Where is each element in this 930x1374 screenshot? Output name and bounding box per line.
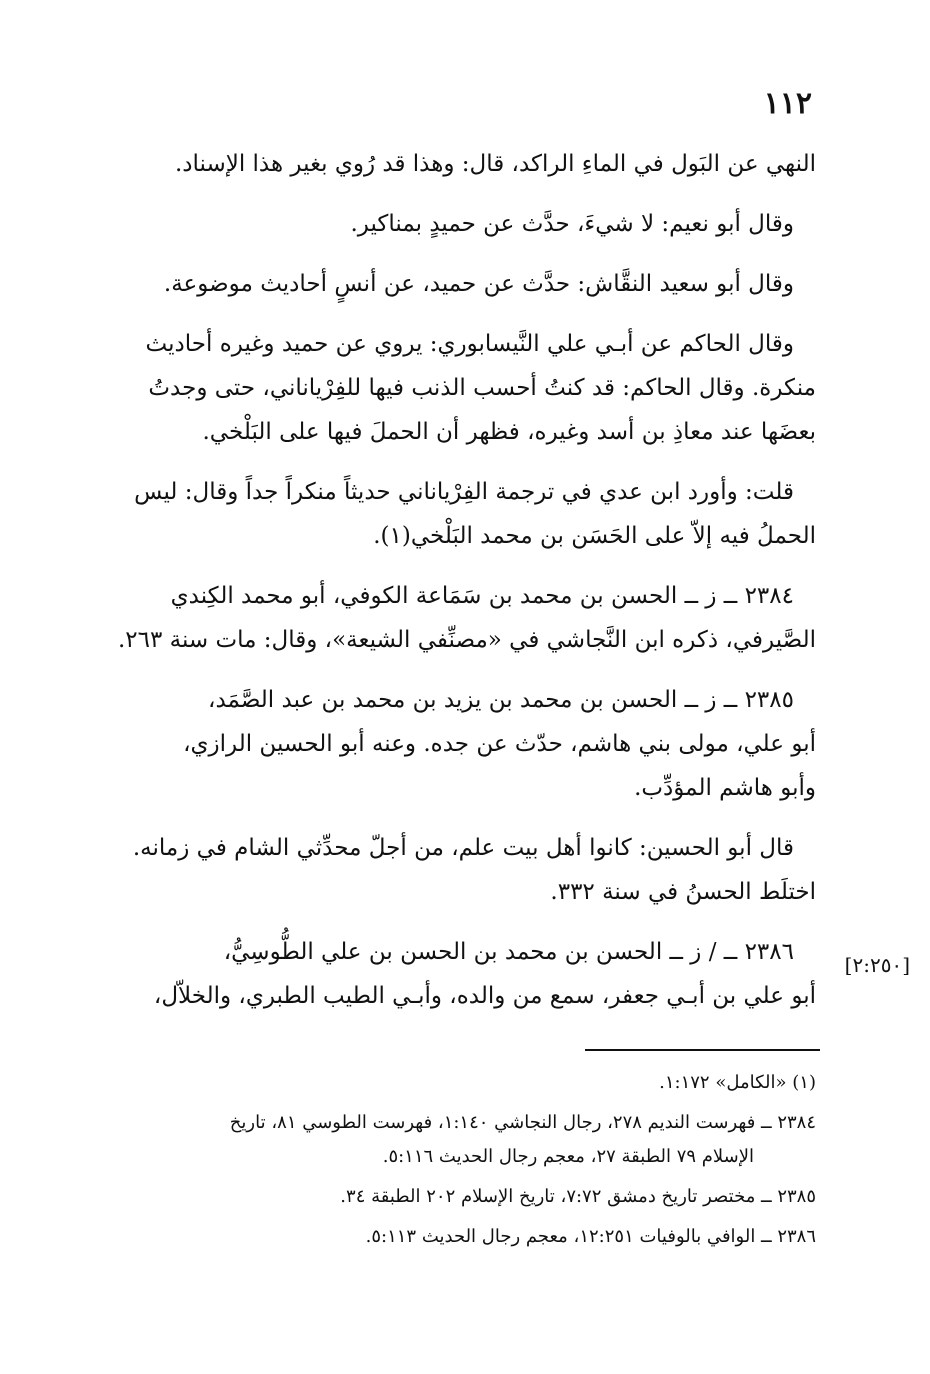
text-line: وقال أبو نعيم: لا شيءَ، حدَّث عن حميدٍ بمناكير. [350, 211, 794, 237]
paragraph-4 [86, 322, 816, 454]
footnote-line: الإسلام ٧٩ الطبقة ٢٧، معجم رجال الحديث ٥:١١٦. [382, 1146, 754, 1167]
text-line: اختلَط الحسنُ في سنة ٣٣٢. [550, 879, 816, 905]
paragraph-5 [86, 470, 816, 558]
text-line: منكرة. وقال الحاكم: قد كنتُ أحسب الذنب فيها للفِرْياناني، حتى وجدتُ [148, 375, 816, 401]
page-number: ١١٢ [763, 86, 812, 121]
entry-2385 [86, 678, 816, 810]
text-line: قلت: وأورد ابن عدي في ترجمة الفِرْياناني حديثاً منكراً جداً وقال: ليس [134, 479, 794, 505]
text-line: وقال أبو سعيد النقَّاش: حدَّث عن حميد، عن أنسٍ أحاديث موضوعة. [163, 271, 794, 297]
footnote-line: (١) «الكامل» ١:١٧٢. [659, 1072, 816, 1093]
footnote-line: ٢٣٨٦ ــ الوافي بالوفيات ١٢:٢٥١، معجم رجال الحديث ٥:١١٣. [365, 1226, 816, 1247]
entry-2386 [86, 930, 816, 1018]
text-line: ٢٣٨٤ ــ ز ــ الحسن بن محمد بن سَمَاعة الكوفي، أبو محمد الكِندي [170, 583, 794, 609]
text-line: النهي عن البَول في الماءِ الراكد، قال: وهذا قد رُوي بغير هذا الإسناد. [174, 151, 816, 177]
footnote-line: ٢٣٨٤ ــ فهرست النديم ٢٧٨، رجال النجاشي ١:١٤٠، فهرست الطوسي ٨١، تاريخ [229, 1112, 816, 1133]
footnotes [86, 1066, 816, 1260]
text-line: بعضَها عند معاذِ بن أسد وغيره، فظهر أن الحملَ فيها على البَلْخي. [202, 419, 816, 445]
margin-reference: [٢:٢٥٠] [844, 953, 910, 977]
paragraph-2 [86, 202, 816, 246]
footnote-line: ٢٣٨٥ ــ مختصر تاريخ دمشق ٧:٧٢، تاريخ الإسلام ٢٠٢ الطبقة ٣٤. [340, 1186, 816, 1207]
footnote-1 [86, 1066, 816, 1100]
paragraph-1 [86, 142, 816, 186]
text-line: ٢٣٨٦ ــ / ز ــ الحسن بن محمد بن الحسن بن علي الطُّوسِيُّ، [223, 939, 794, 965]
text-line: ٢٣٨٥ ــ ز ــ الحسن بن محمد بن يزيد بن محمد بن عبد الصَّمَد، [208, 687, 794, 713]
entry-2384 [86, 574, 816, 662]
text-line: أبو علي بن أبـي جعفر، سمع من والده، وأبـي الطيب الطبري، والخلاّل، [153, 983, 816, 1009]
text-line: قال أبو الحسين: كانوا أهل بيت علم، من أجلّ محدِّثي الشام في زمانه. [132, 835, 794, 861]
paragraph-3 [86, 262, 816, 306]
main-text [86, 142, 816, 1034]
footnote-2386 [86, 1220, 816, 1254]
text-line: الحملُ فيه إلاّ على الحَسَن بن محمد البَلْخي(١). [373, 523, 816, 549]
paragraph-8 [86, 826, 816, 914]
text-line: وأبو هاشم المؤدِّب. [634, 775, 816, 801]
text-line: الصَّيرفي، ذكره ابن النَّجاشي في «مصنِّفي الشيعة»، وقال: مات سنة ٢٦٣. [117, 627, 816, 653]
footnote-divider [585, 1049, 820, 1051]
text-line: وقال الحاكم عن أبـي علي النَّيسابوري: يروي عن حميد وغيره أحاديث [145, 331, 794, 357]
footnote-2384 [86, 1106, 816, 1174]
text-line: أبو علي، مولى بني هاشم، حدّث عن جده. وعنه أبو الحسين الرازي، [183, 731, 816, 757]
footnote-2385 [86, 1180, 816, 1214]
